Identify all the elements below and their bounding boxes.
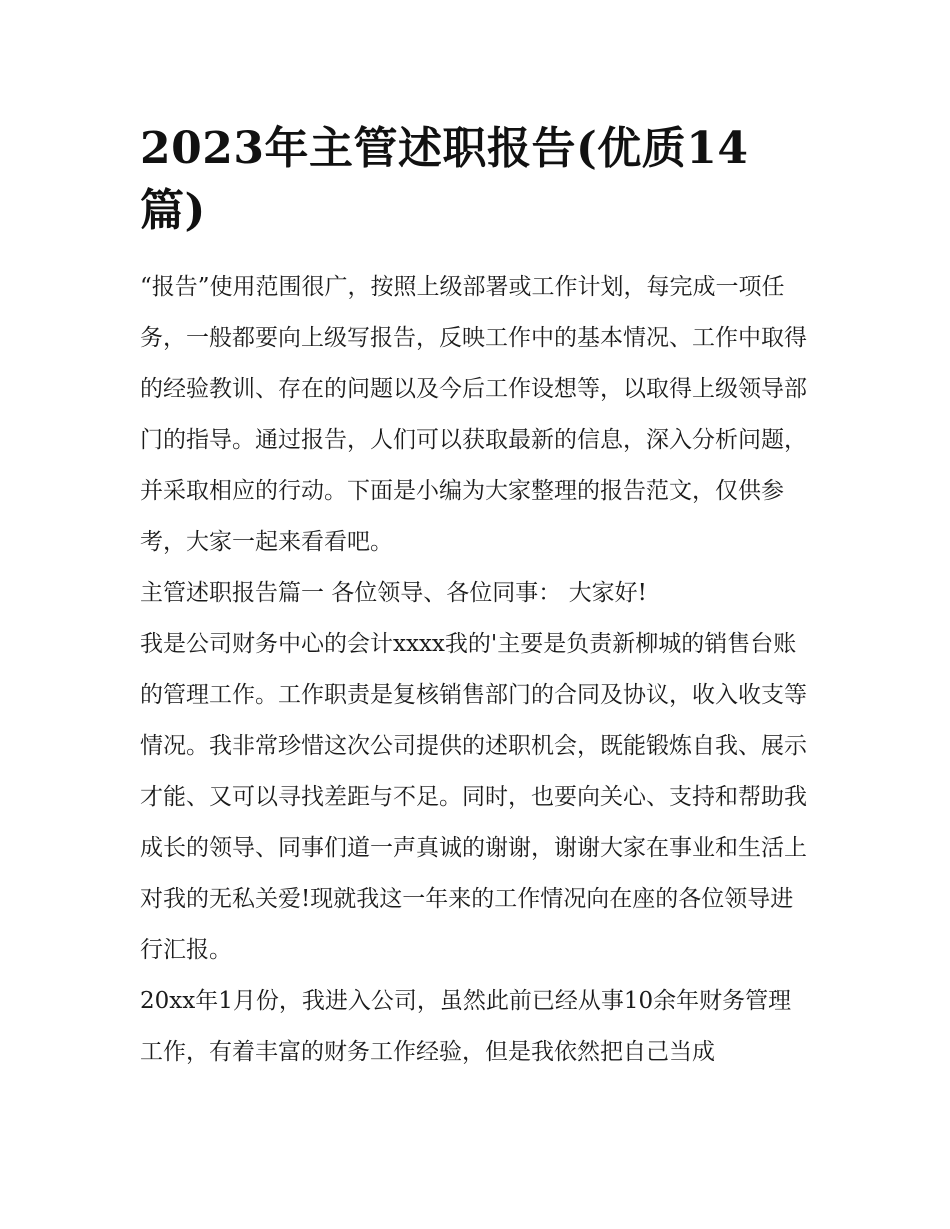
paragraph-work-history: 20xx年1月份，我进入公司，虽然此前已经从事10余年财务管理工作，有着丰富的财务工作经验，但是我依然把自己当成 bbox=[140, 988, 792, 1065]
paragraph-self-introduction: 我是公司财务中心的会计xxxx我的'主要是负责新柳城的销售台账的管理工作。工作职责是复核销售部门的合同及协议，收入收支等情况。我非常珍惜这次公司提供的述职机会，既能锻炼自我、展示才能、又可以寻找差距与不足。同时，也要向关心、支持和帮助我成长的领导、同事们道一声真诚的谢谢，谢谢大家在事业和生活上对我的无私关爱!现就我这一年来的工作情况向在座的各位领导进行汇报。 bbox=[140, 631, 807, 963]
document-body bbox=[140, 262, 812, 1078]
paragraph-intro: “报告”使用范围很广，按照上级部署或工作计划，每完成一项任务，一般都要向上级写报告，反映工作中的基本情况、工作中取得的经验教训、存在的问题以及今后工作设想等，以取得上级领导部门的指导。通过报告，人们可以获取最新的信息，深入分析问题，并采取相应的行动。下面是小编为大家整理的报告范文，仅供参考，大家一起来看看吧。 bbox=[140, 274, 807, 555]
document-content bbox=[140, 118, 812, 1078]
paragraph-section-heading: 主管述职报告篇一 各位领导、各位同事： 大家好! bbox=[140, 580, 647, 606]
document-title: 2023年主管述职报告(优质14篇) bbox=[140, 123, 749, 236]
